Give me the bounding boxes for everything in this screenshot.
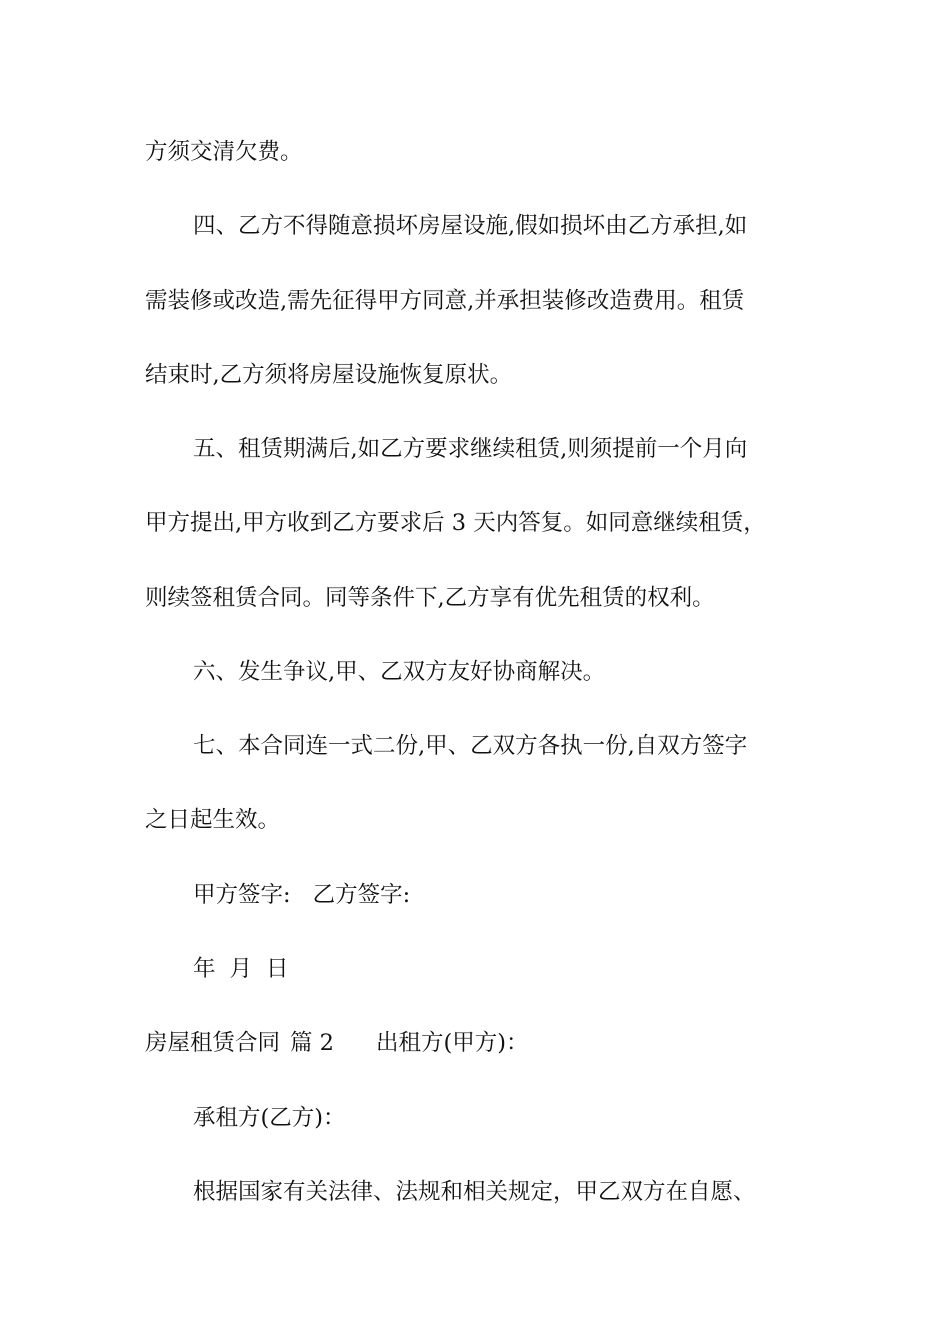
date-month-label: 月	[229, 956, 253, 982]
paragraph-line: 五、租赁期满后,如乙方要求继续租赁,则须提前一个月向	[193, 436, 748, 462]
paragraph-line: 甲方提出,甲方收到乙方要求后 3 天内答复。如同意继续租赁，	[145, 510, 766, 536]
paragraph-line: 六、发生争议,甲、乙双方友好协商解决。	[193, 659, 606, 685]
paragraph-line: 根据国家有关法律、法规和相关规定，甲乙双方在自愿、	[193, 1179, 756, 1205]
paragraph-line: 七、本合同连一式二份,甲、乙双方各执一份,自双方签字	[193, 733, 748, 759]
lessee-label: 承租方(乙方)：	[193, 1105, 346, 1131]
date-day-label: 日	[266, 956, 289, 982]
paragraph-line: 结束时,乙方须将房屋设施恢复原状。	[145, 362, 513, 388]
paragraph-line: 需装修或改造,需先征得甲方同意,并承担装修改造费用。租赁	[145, 288, 745, 314]
date-year-label: 年	[193, 956, 216, 982]
section2-title: 房屋租赁合同	[145, 1030, 281, 1056]
paragraph-line: 之日起生效。	[145, 807, 281, 833]
date-line	[193, 949, 810, 989]
party-a-signature-label: 甲方签字:	[193, 882, 291, 908]
paragraph-line: 四、乙方不得随意损坏房屋设施,假如损坏由乙方承担,如	[193, 213, 748, 239]
lessor-label: 出租方(甲方)：	[375, 1030, 529, 1056]
paragraph-line: 方须交清欠费。	[145, 139, 303, 165]
section2-part: 篇 2	[290, 1030, 334, 1056]
signature-line	[193, 875, 810, 915]
section2-heading-line	[145, 1023, 810, 1063]
paragraph-line: 则续签租赁合同。同等条件下,乙方享有优先租赁的权利。	[145, 585, 715, 611]
party-b-signature-label: 乙方签字:	[312, 882, 411, 908]
